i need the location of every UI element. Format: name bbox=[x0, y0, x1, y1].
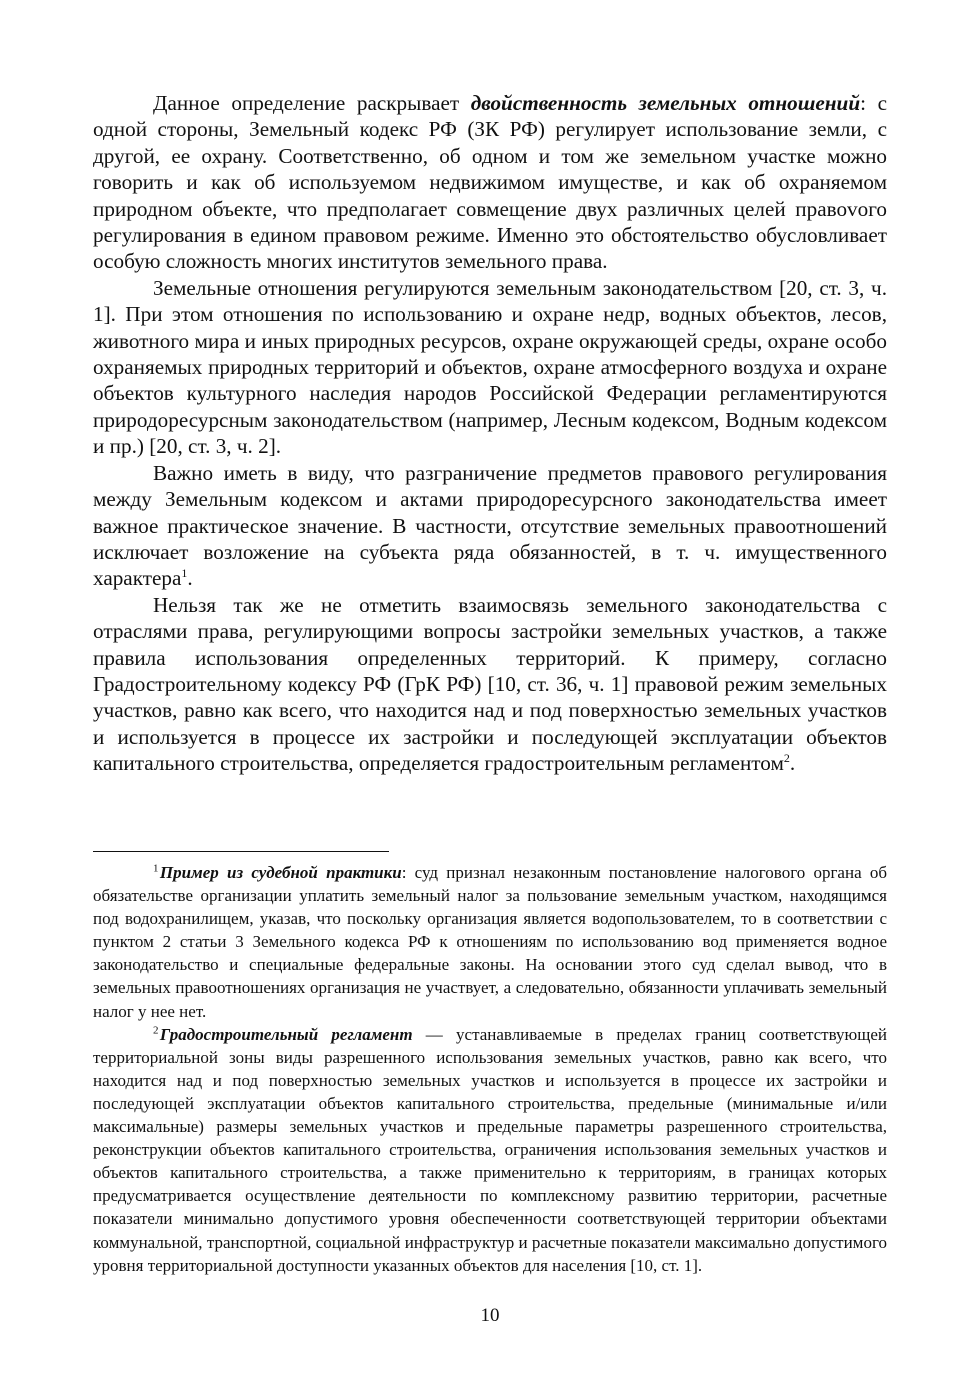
footnote-1: $^1$ Пример из судебной практики: суд признал незаконным постановление налогового органа об обязательстве организации уплатить земельный налог за пользование земельным участком, находящимся под водохранилищем, указав, что поскольку организация является водопользователем, то в соответствии с пунктом 2 статьи 3 Земельного кодекса РФ к отношениям по использованию вод применяется водное законодательство и специальные федеральные законы. На основании этого суд сделал вывод, что в земельных правоотношениях организация не участвует, а следовательно, обязанности уплачивать земельный налог у нее нет. bbox=[93, 862, 887, 1021]
footnote-2: $^2$ Градостроительный регламент — устанавливаемые в пределах границ соответствующей территориальной зоны виды разрешенного использования земельных участков, равно как всего, что находится над и под поверхностью земельных участков и используется в процессе их застройки и последующей эксплуатации объектов капитального строительства, предельные (минимальные и/или максимальные) размеры земельных участков и предельные параметры разрешенного строительства, реконструкции объектов капитального строительства, ограничения использования земельных участков и объектов капитального строительства, а также применительно к территориям, в границах которых предусматривается осуществление деятельности по комплексному развитию территории, расчетные показатели минимально допустимого уровня обеспеченности соответствующей территории объектами коммунальной, транспортной, социальной инфраструктур и расчетные показатели максимально допустимого уровня территориальной доступности указанных объектов для населения [10, ст. 1]. bbox=[93, 1024, 887, 1275]
body-text bbox=[93, 90, 887, 777]
footnote-separator bbox=[93, 851, 389, 852]
paragraph-2: Земельные отношения регулируются земельным законодательством [20, ст. 3, ч. 1]. При этом отношения по использованию и охране недр, водных объектов, лесов, животного мира и иных природных ресурсов, охране окружающей среды, охране особо охраняемых природных территорий и объектов, охране атмосферного воздуха и охране объектов культурного наследия народов Российской Федерации регламентируются природоресурсным законодательством (например, Лесным кодексом, Водным кодексом и пр.) [20, ст. 3, ч. 2]. bbox=[93, 275, 887, 459]
emphasis-dual-nature: двойственность земельных отношений bbox=[470, 91, 861, 115]
paragraph-1: Данное определение раскрывает двойственность земельных отношений: с одной стороны, Земельный кодекс РФ (ЗК РФ) регулирует использование земли, с другой, ее охрану. Соответственно, об одном и том же земельном участке можно говорить и как об используемом недвижимом имуществе, и как об охраняемом природном объекте, что предполагает совмещение двух различных целей правоvого регулирования в едином правовом режиме. Именно это обстоятельство обусловливает особую сложность многих институтов земельного права. bbox=[93, 91, 888, 274]
footnote-term: Пример из судебной практики bbox=[159, 863, 402, 882]
page-number: 10 bbox=[480, 1305, 500, 1326]
footnote-term: Градостроительный регламент bbox=[159, 1024, 413, 1044]
footnote-number: 1 bbox=[153, 862, 159, 875]
footnote-ref-1[interactable]: 1 bbox=[181, 566, 188, 581]
footnote-number: 2 bbox=[153, 1024, 159, 1036]
paragraph-3: Важно иметь в виду, что разграничение предметов правового регулирования между Земельным кодексом и актами природоресурсного законодательства имеет важное практическое значение. В частности, отсутствие земельных правоотношений исключает возложение на субъекта ряда обязанностей, в т. ч. имущественного характера$^1$. bbox=[93, 460, 887, 591]
footnotes bbox=[93, 861, 887, 1277]
paragraph-4: Нельзя так же не отметить взаимосвязь земельного законодательства с отраслями права, регулирующими вопросы застройки земельных участков, а также правила использования определенных территорий. К примеру, согласно Градостроительному кодексу РФ (ГрК РФ) [10, ст. 36, ч. 1] правовой режим земельных участков, равно как всего, что находится над и под поверхностью земельных участков и используется в процессе их застройки и последующей эксплуатации объектов капитального строительства, определяется градостроительным регламентом$^2$. bbox=[93, 592, 887, 776]
footnote-ref-2[interactable]: 2 bbox=[783, 751, 790, 766]
